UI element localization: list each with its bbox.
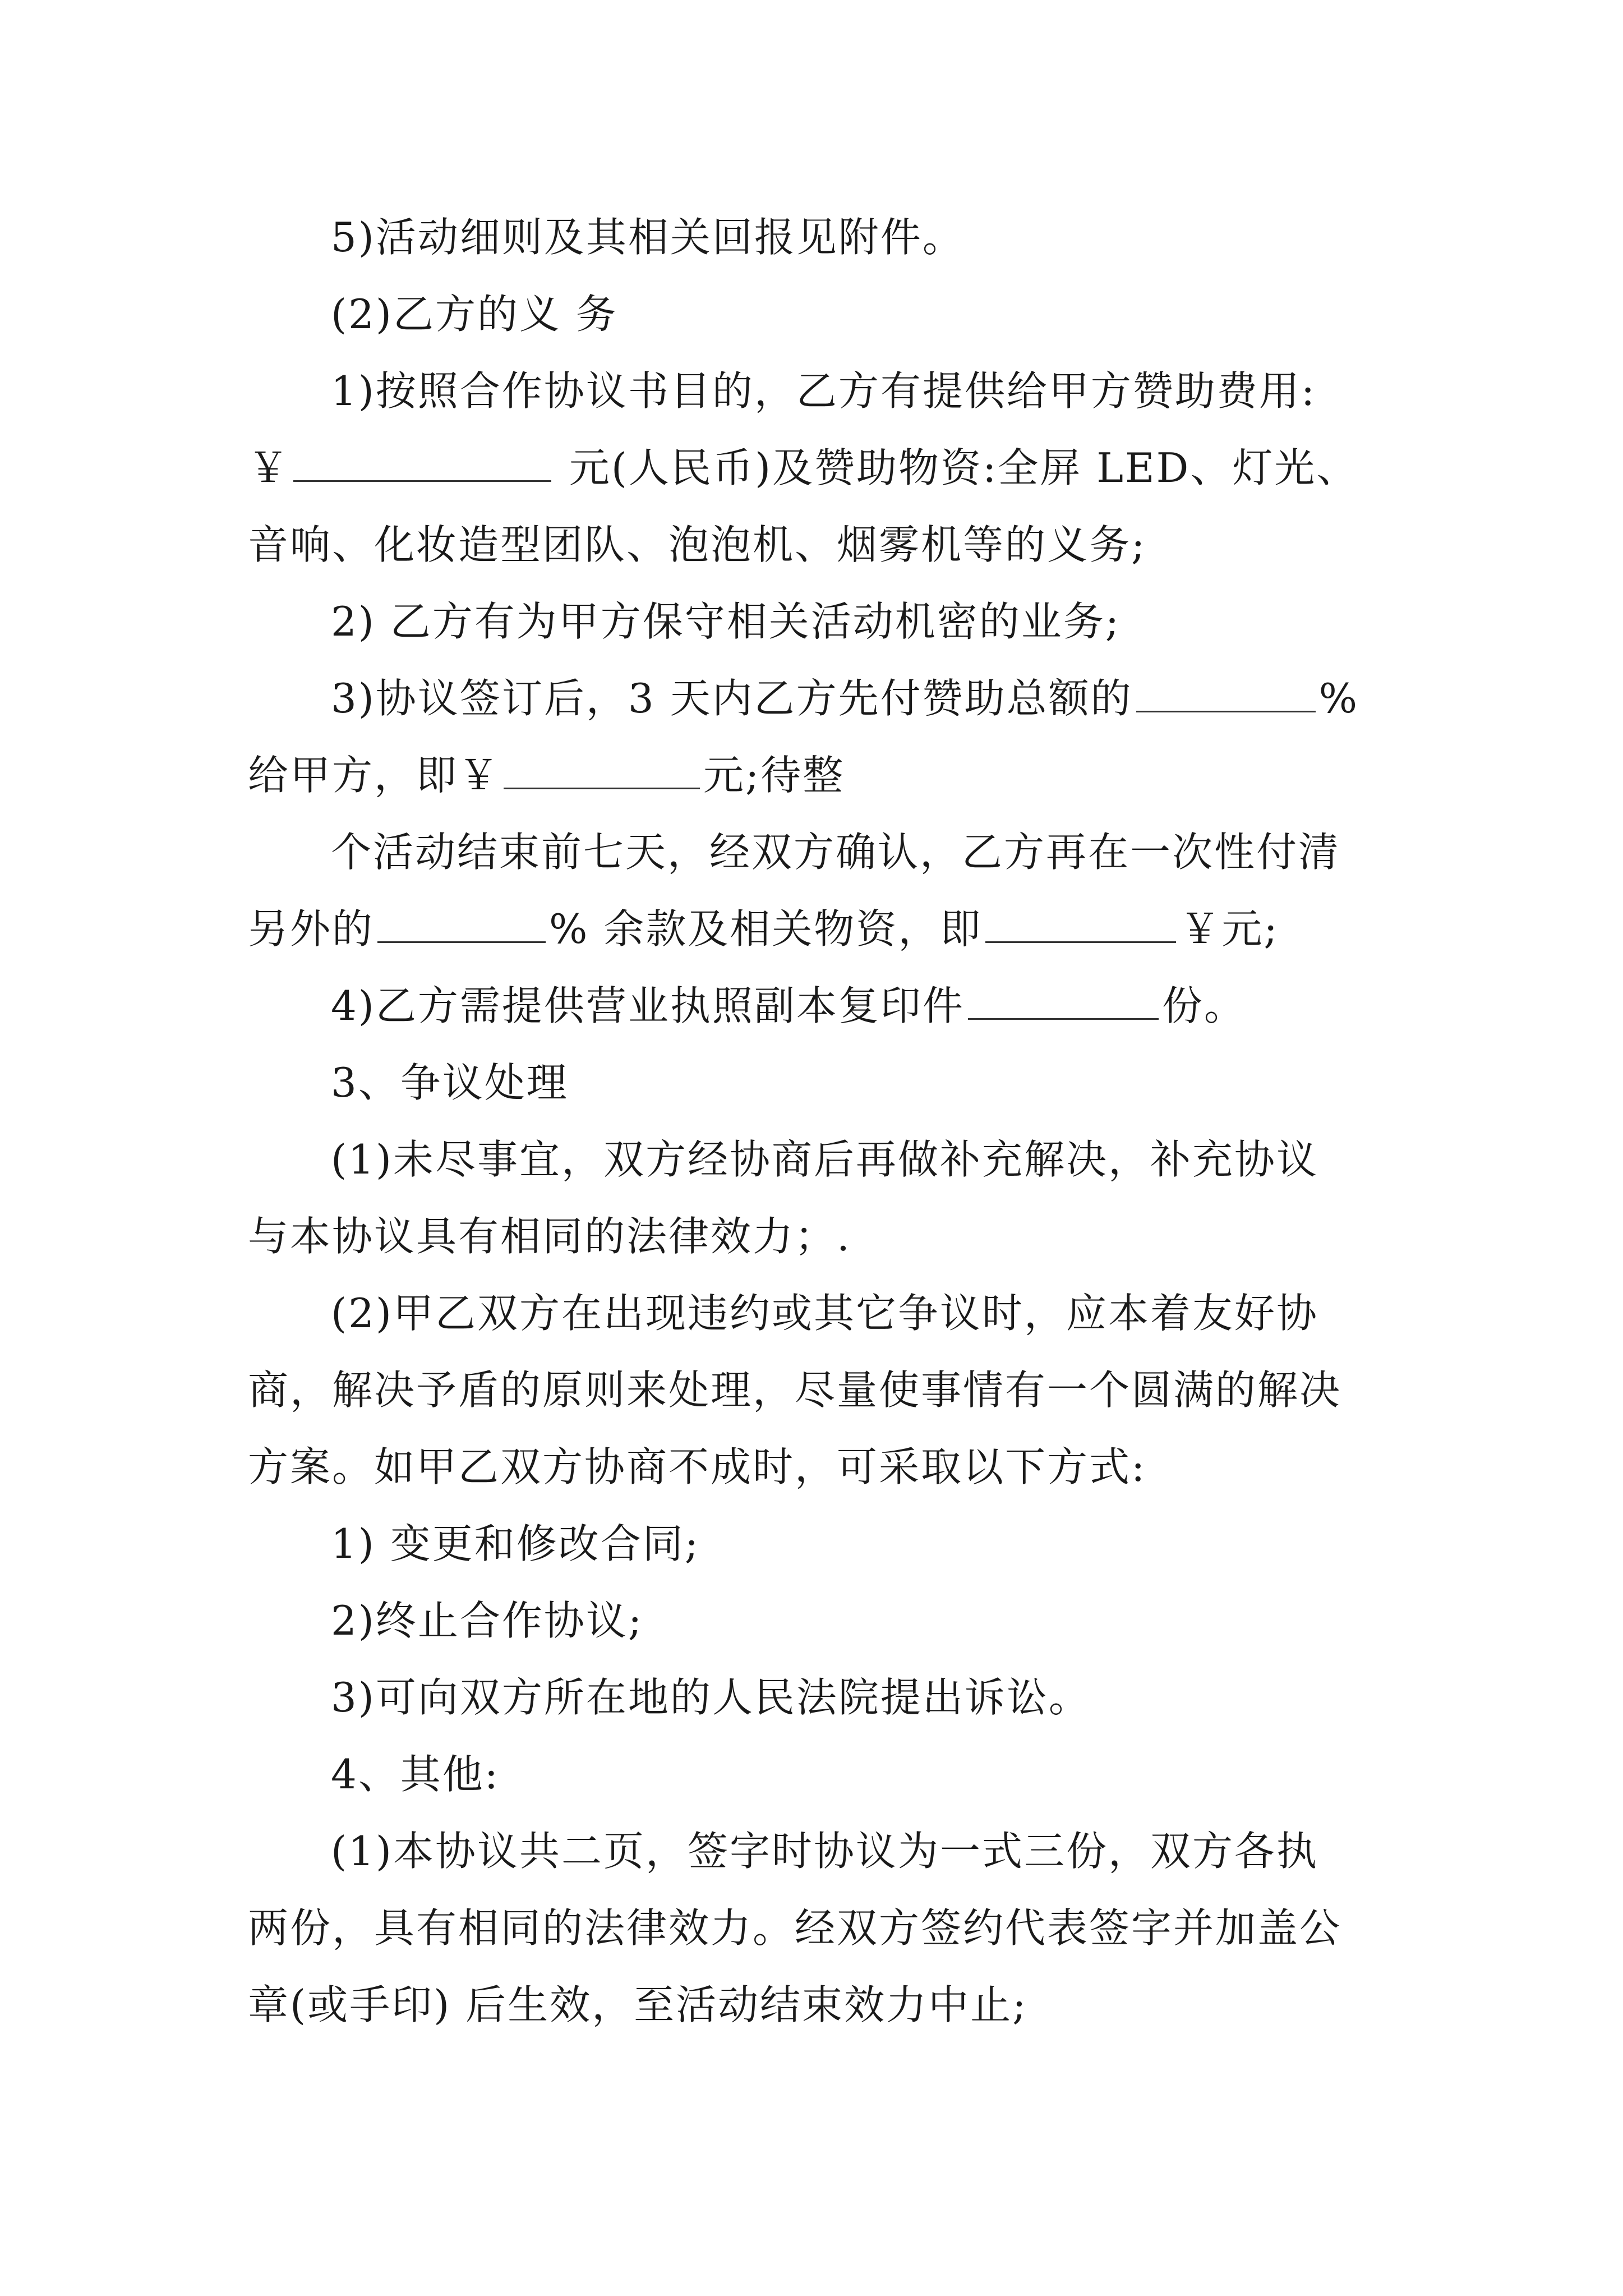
paragraph-line bbox=[248, 737, 1403, 814]
paragraph-line: 1)按照合作协议书目的，乙方有提供给甲方赞助费用: bbox=[331, 367, 1317, 415]
fill-in-blank bbox=[377, 905, 546, 943]
paragraph-line bbox=[248, 430, 1403, 507]
paragraph-line: 方案。如甲乙双方协商不成时，可采取以下方式: bbox=[248, 1443, 1147, 1490]
paragraph-line: 5)活动细则及其相关回报见附件。 bbox=[331, 214, 965, 261]
line-text: 给甲方，即￥ bbox=[248, 752, 501, 799]
line-text: ￥元; bbox=[1179, 905, 1279, 953]
paragraph-line bbox=[248, 968, 1403, 1045]
line-text: 另外的 bbox=[248, 905, 375, 953]
paragraph-line: (1)未尽事宜，双方经协商后再做补充解决，补充协议 bbox=[331, 1136, 1318, 1183]
document-body bbox=[248, 199, 1403, 2044]
paragraph-line: 章(或手印) 后生效，至活动结束效力中止; bbox=[248, 1981, 1028, 2028]
paragraph-line: 商，解决予盾的原则来处理，尽量使事情有一个圆满的解决 bbox=[248, 1366, 1342, 1414]
paragraph-line bbox=[248, 660, 1403, 737]
paragraph-line: 2)终止合作协议; bbox=[331, 1597, 644, 1644]
section-heading: 3、争议处理 bbox=[331, 1059, 569, 1106]
line-text: 3)协议签订后，3 天内乙方先付赞助总额的 bbox=[331, 675, 1133, 722]
fill-in-blank bbox=[985, 905, 1176, 943]
line-text: % 余款及相关物资，即 bbox=[549, 905, 983, 953]
paragraph-line: 3)可向双方所在地的人民法院提出诉讼。 bbox=[331, 1674, 1091, 1721]
fill-in-blank bbox=[968, 982, 1159, 1020]
line-text: % bbox=[1318, 675, 1359, 722]
line-text: 元(人民币)及赞助物资:全屏 LED、灯光、 bbox=[555, 444, 1359, 491]
line-text: 份。 bbox=[1161, 982, 1246, 1029]
paragraph-line: 与本协议具有相同的法律效力；. bbox=[248, 1213, 851, 1260]
fill-in-blank bbox=[504, 752, 700, 789]
line-text: ￥ bbox=[248, 444, 291, 491]
line-text: 4)乙方需提供营业执照副本复印件 bbox=[331, 982, 965, 1029]
section-heading: 4、其他: bbox=[331, 1751, 500, 1798]
paragraph-line: 两份，具有相同的法律效力。经双方签约代表签字并加盖公 bbox=[248, 1904, 1342, 1952]
paragraph-line: (2)乙方的义 务 bbox=[331, 291, 618, 338]
fill-in-blank bbox=[1136, 675, 1316, 712]
paragraph-line: 个活动结束前七天，经双方确认，乙方再在一次性付清 bbox=[331, 829, 1341, 876]
paragraph-line bbox=[248, 891, 1403, 968]
paragraph-line: 1) 变更和修改合同; bbox=[331, 1520, 700, 1567]
paragraph-line: (2)甲乙双方在出现违约或其它争议时，应本着友好协 bbox=[331, 1290, 1318, 1337]
fill-in-blank bbox=[293, 444, 551, 482]
paragraph-line: (1)本协议共二页，签字时协议为一式三份，双方各执 bbox=[331, 1828, 1318, 1875]
paragraph-line: 2) 乙方有为甲方保守相关活动机密的业务; bbox=[331, 598, 1121, 645]
line-text: 元;待整 bbox=[703, 752, 845, 799]
paragraph-line: 音响、化妆造型团队、泡泡机、烟雾机等的义务; bbox=[248, 521, 1147, 568]
